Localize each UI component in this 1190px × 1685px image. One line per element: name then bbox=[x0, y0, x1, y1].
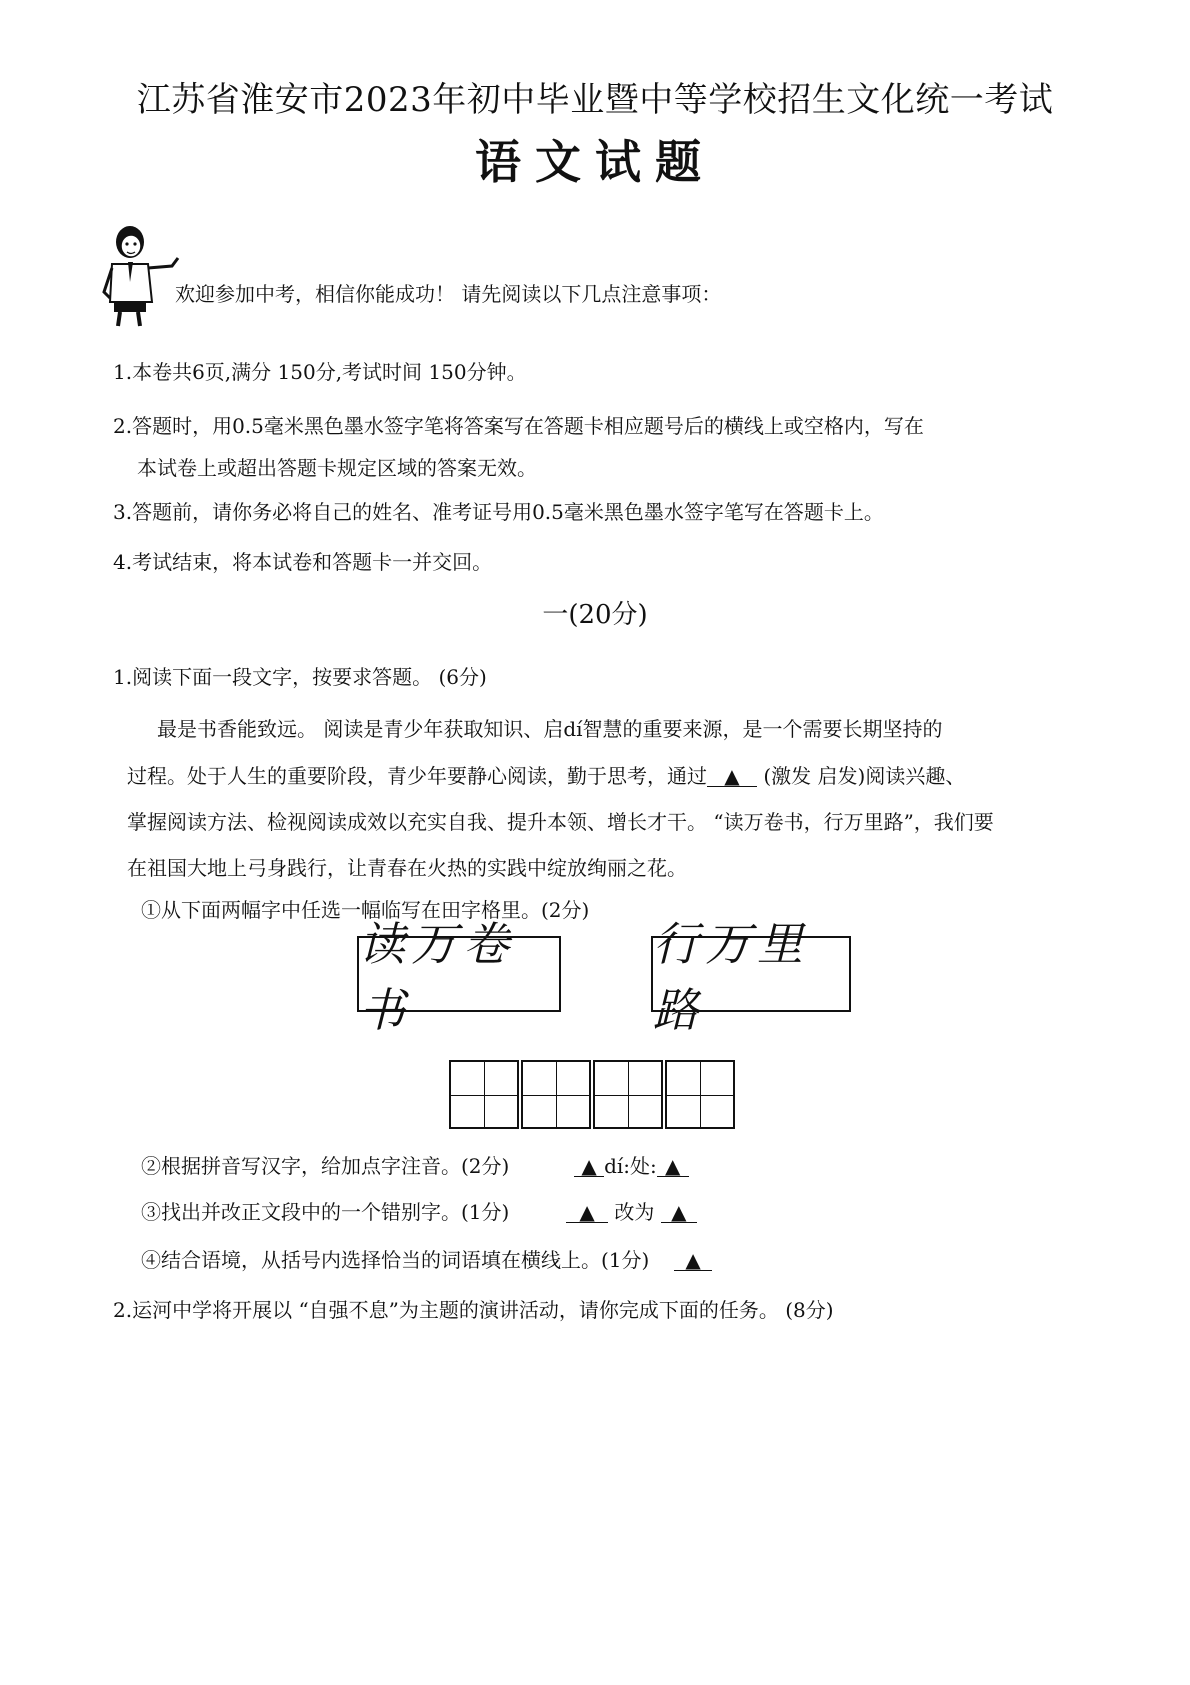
grid-cell[interactable] bbox=[593, 1060, 663, 1129]
q1-passage-line-3: 掌握阅读方法、检视阅读成效以充实自我、提升本领、增长才干。 “读万卷书，行万里路”，我们要 bbox=[127, 810, 994, 834]
sub2-label-b: 处: bbox=[630, 1154, 657, 1178]
answer-blank[interactable]: ▲ bbox=[707, 766, 757, 787]
calligraphy-text: 读万卷书 bbox=[359, 917, 515, 1037]
teacher-figure-icon bbox=[100, 222, 182, 328]
exam-subtitle: 语文试题 bbox=[475, 135, 715, 189]
grid-cell[interactable] bbox=[449, 1060, 519, 1129]
q1-stem: 1.阅读下面一段文字，按要求答题。 (6分) bbox=[113, 665, 487, 689]
passage-text: 过程。处于人生的重要阶段，青少年要静心阅读，勤于思考，通过 bbox=[127, 764, 707, 788]
exam-title: 江苏省淮安市2023年初中毕业暨中等学校招生文化统一考试 bbox=[136, 80, 1054, 120]
notice-4: 4.考试结束，将本试卷和答题卡一并交回。 bbox=[113, 550, 493, 574]
sub2-label-a: dí: bbox=[604, 1154, 630, 1178]
answer-blank[interactable]: ▲ bbox=[566, 1202, 608, 1223]
q1-sub4-row bbox=[141, 1244, 712, 1273]
grid-cell[interactable] bbox=[665, 1060, 735, 1129]
answer-blank[interactable]: ▲ bbox=[574, 1156, 604, 1177]
answer-blank[interactable]: ▲ bbox=[657, 1156, 689, 1177]
answer-blank[interactable]: ▲ bbox=[661, 1202, 697, 1223]
notice-3: 3.答题前，请你务必将自己的姓名、准考证号用0.5毫米黑色墨水签字笔写在答题卡上。 bbox=[113, 500, 884, 524]
q1-sub3-row bbox=[141, 1196, 697, 1225]
q1-passage-line-1: 最是书香能致远。 阅读是青少年获取知识、启dí智慧的重要来源，是一个需要长期坚持的 bbox=[157, 717, 943, 741]
calligraphy-text: 行万里路 bbox=[653, 917, 809, 1037]
tianzige-grid[interactable] bbox=[449, 1060, 737, 1133]
calligraphy-sample-2 bbox=[651, 917, 851, 1037]
answer-blank[interactable]: ▲ bbox=[674, 1250, 712, 1271]
notice-1: 1.本卷共6页,满分 150分,考试时间 150分钟。 bbox=[113, 360, 527, 384]
notice-2-cont: 本试卷上或超出答题卡规定区域的答案无效。 bbox=[137, 456, 537, 480]
sub3-mid-text: 改为 bbox=[614, 1200, 655, 1224]
notice-2: 2.答题时，用0.5毫米黑色墨水签字笔将答案写在答题卡相应题号后的横线上或空格内，写在 bbox=[113, 414, 924, 438]
q2-stem: 2.运河中学将开展以 “自强不息”为主题的演讲活动，请你完成下面的任务。 (8分) bbox=[113, 1298, 834, 1322]
q1-sub1: ①从下面两幅字中任选一幅临写在田字格里。(2分) bbox=[141, 898, 590, 922]
q1-passage-line-2 bbox=[127, 760, 965, 789]
q1-sub4: ④结合语境，从括号内选择恰当的词语填在横线上。(1分) bbox=[141, 1248, 650, 1272]
calligraphy-sample-1 bbox=[357, 917, 561, 1037]
passage-text: (激发 启发)阅读兴趣、 bbox=[763, 764, 966, 788]
welcome-text: 欢迎参加中考，相信你能成功！ 请先阅读以下几点注意事项： bbox=[175, 282, 722, 306]
grid-cell[interactable] bbox=[521, 1060, 591, 1129]
q1-passage-line-4: 在祖国大地上弓身践行，让青春在火热的实践中绽放绚丽之花。 bbox=[127, 856, 687, 880]
section-heading: 一(20分) bbox=[542, 600, 648, 630]
q1-sub3: ③找出并改正文段中的一个错别字。(1分) bbox=[141, 1200, 510, 1224]
q1-sub2-row bbox=[141, 1150, 689, 1179]
q1-sub2: ②根据拼音写汉字，给加点字注音。(2分) bbox=[141, 1154, 510, 1178]
